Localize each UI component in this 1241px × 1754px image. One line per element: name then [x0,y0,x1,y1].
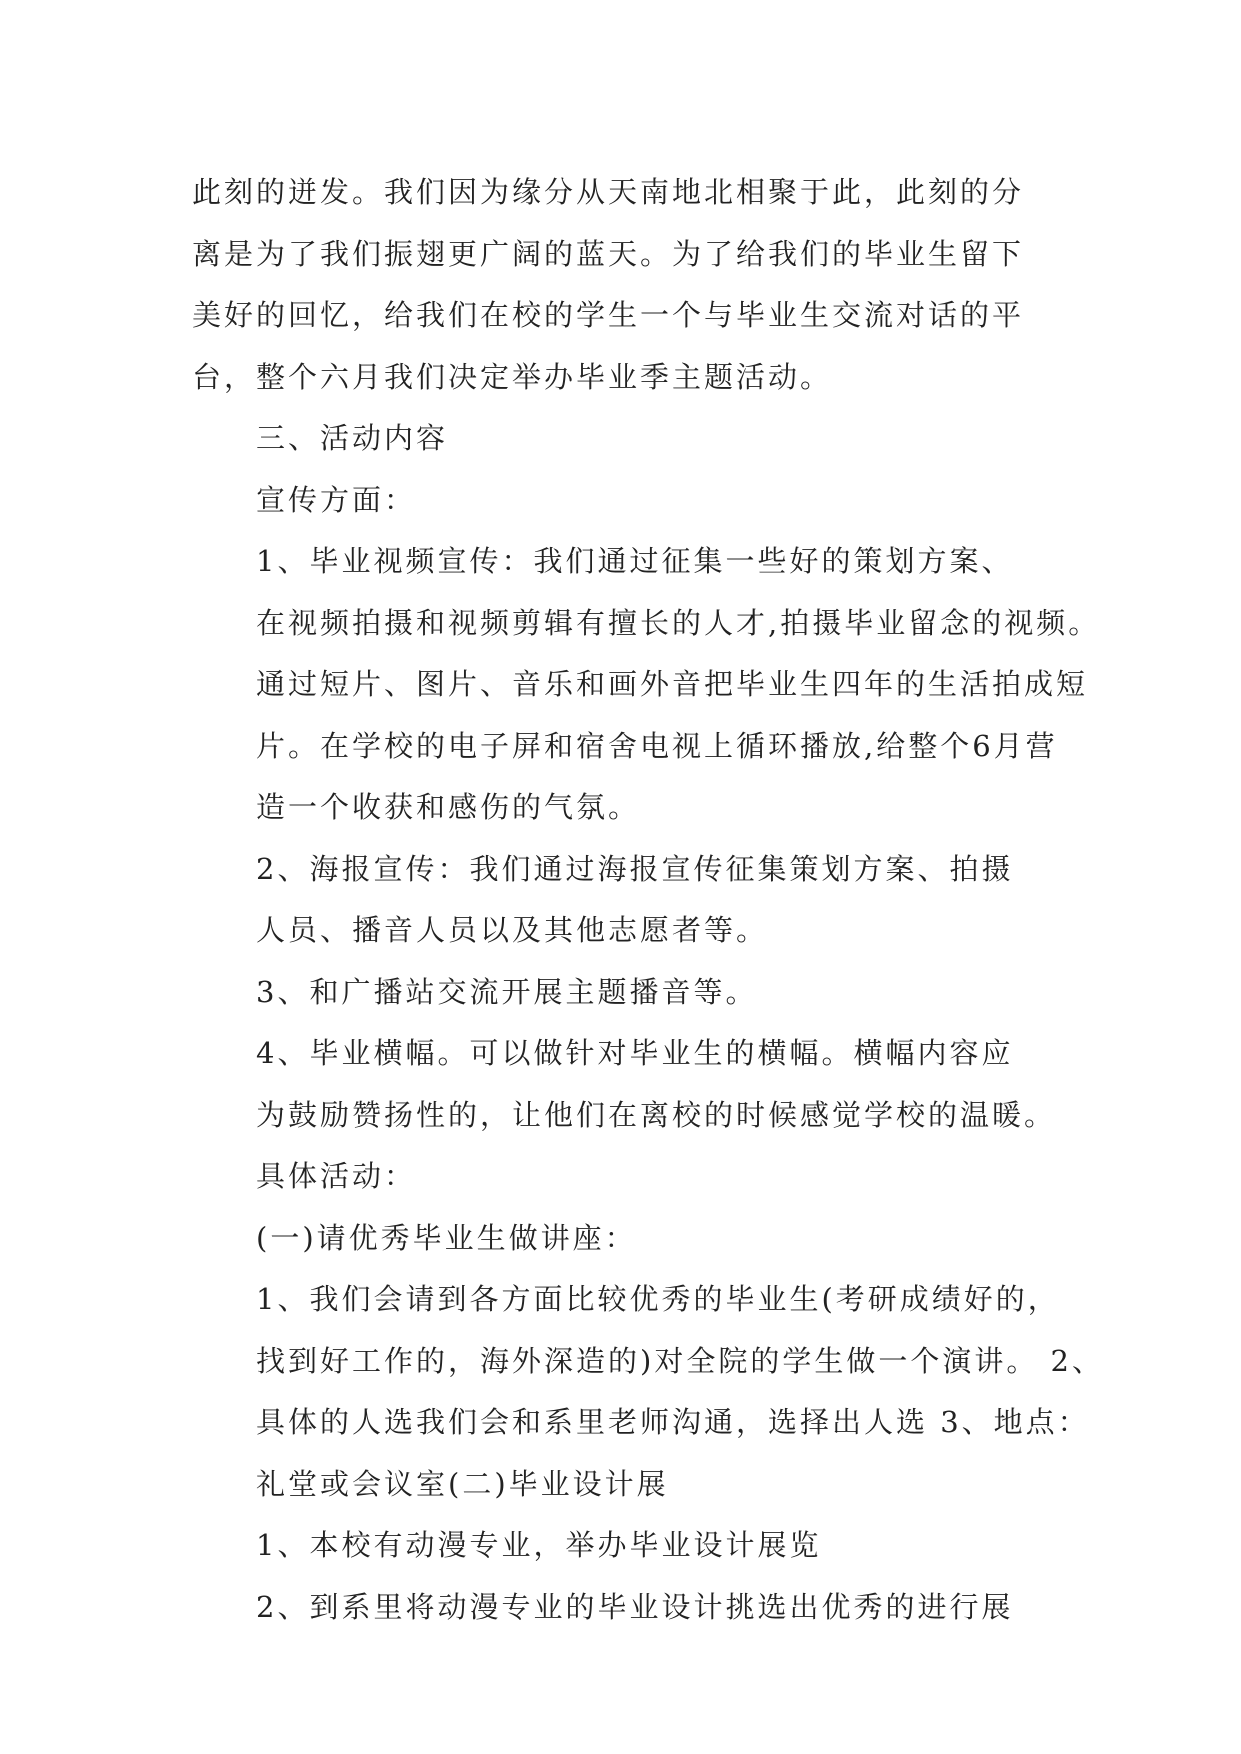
text-line: 2、海报宣传：我们通过海报宣传征集策划方案、拍摄 [256,851,1014,886]
paragraph [192,1023,1058,1146]
text-line: 在视频拍摄和视频剪辑有擅长的人才,拍摄毕业留念的视频。 [256,605,1101,640]
text-line: (一)请优秀毕业生做讲座： [256,1220,637,1255]
paragraph [192,1577,1058,1639]
paragraph [192,408,1058,470]
paragraph [192,531,1101,839]
text-line: 美好的回忆，给我们在校的学生一个与毕业生交流对话的平 [192,298,1025,332]
text-line: 1、本校有动漫专业，举办毕业设计展览 [256,1528,822,1562]
text-line: 三、活动内容 [256,421,449,455]
text-line: 此刻的迸发。我们因为缘分从天南地北相聚于此，此刻的分 [192,175,1025,209]
text-line: 台，整个六月我们决定举办毕业季主题活动。 [192,359,833,394]
text-line: 具体活动： [256,1159,417,1193]
text-line: 4、毕业横幅。可以做针对毕业生的横幅。横幅内容应 [256,1036,1014,1070]
paragraph [192,1146,1058,1208]
text-line: 具体的人选我们会和系里老师沟通，选择出人选 3、地点： [256,1405,1090,1439]
text-line: 人员、播音人员以及其他志愿者等。 [256,913,769,947]
paragraph [192,962,1058,1024]
text-line: 礼堂或会议室(二)毕业设计展 [256,1466,669,1501]
text-line: 找到好工作的，海外深造的)对全院的学生做一个演讲。 2、 [256,1343,1104,1378]
text-line: 1、我们会请到各方面比较优秀的毕业生(考研成绩好的， [256,1282,1060,1316]
text-line: 为鼓励赞扬性的，让他们在离校的时候感觉学校的温暖。 [256,1097,1057,1132]
paragraph [192,1269,1104,1515]
paragraph [192,1515,1058,1577]
paragraph [192,162,1058,408]
text-line: 通过短片、图片、音乐和画外音把毕业生四年的生活拍成短 [256,667,1089,701]
paragraph [192,470,1058,532]
document-body [192,162,1104,1638]
paragraph [192,1208,1058,1270]
text-line: 2、到系里将动漫专业的毕业设计挑选出优秀的进行展 [256,1589,1014,1624]
text-line: 3、和广播站交流开展主题播音等。 [256,974,758,1009]
text-line: 片。在学校的电子屏和宿舍电视上循环播放,给整个6月营 [256,728,1058,763]
text-line: 宣传方面： [256,482,417,517]
text-line: 造一个收获和感伤的气氛。 [256,790,641,824]
paragraph [192,839,1058,962]
text-line: 离是为了我们振翅更广阔的蓝天。为了给我们的毕业生留下 [192,236,1025,271]
text-line: 1、毕业视频宣传：我们通过征集一些好的策划方案、 [256,544,1014,578]
